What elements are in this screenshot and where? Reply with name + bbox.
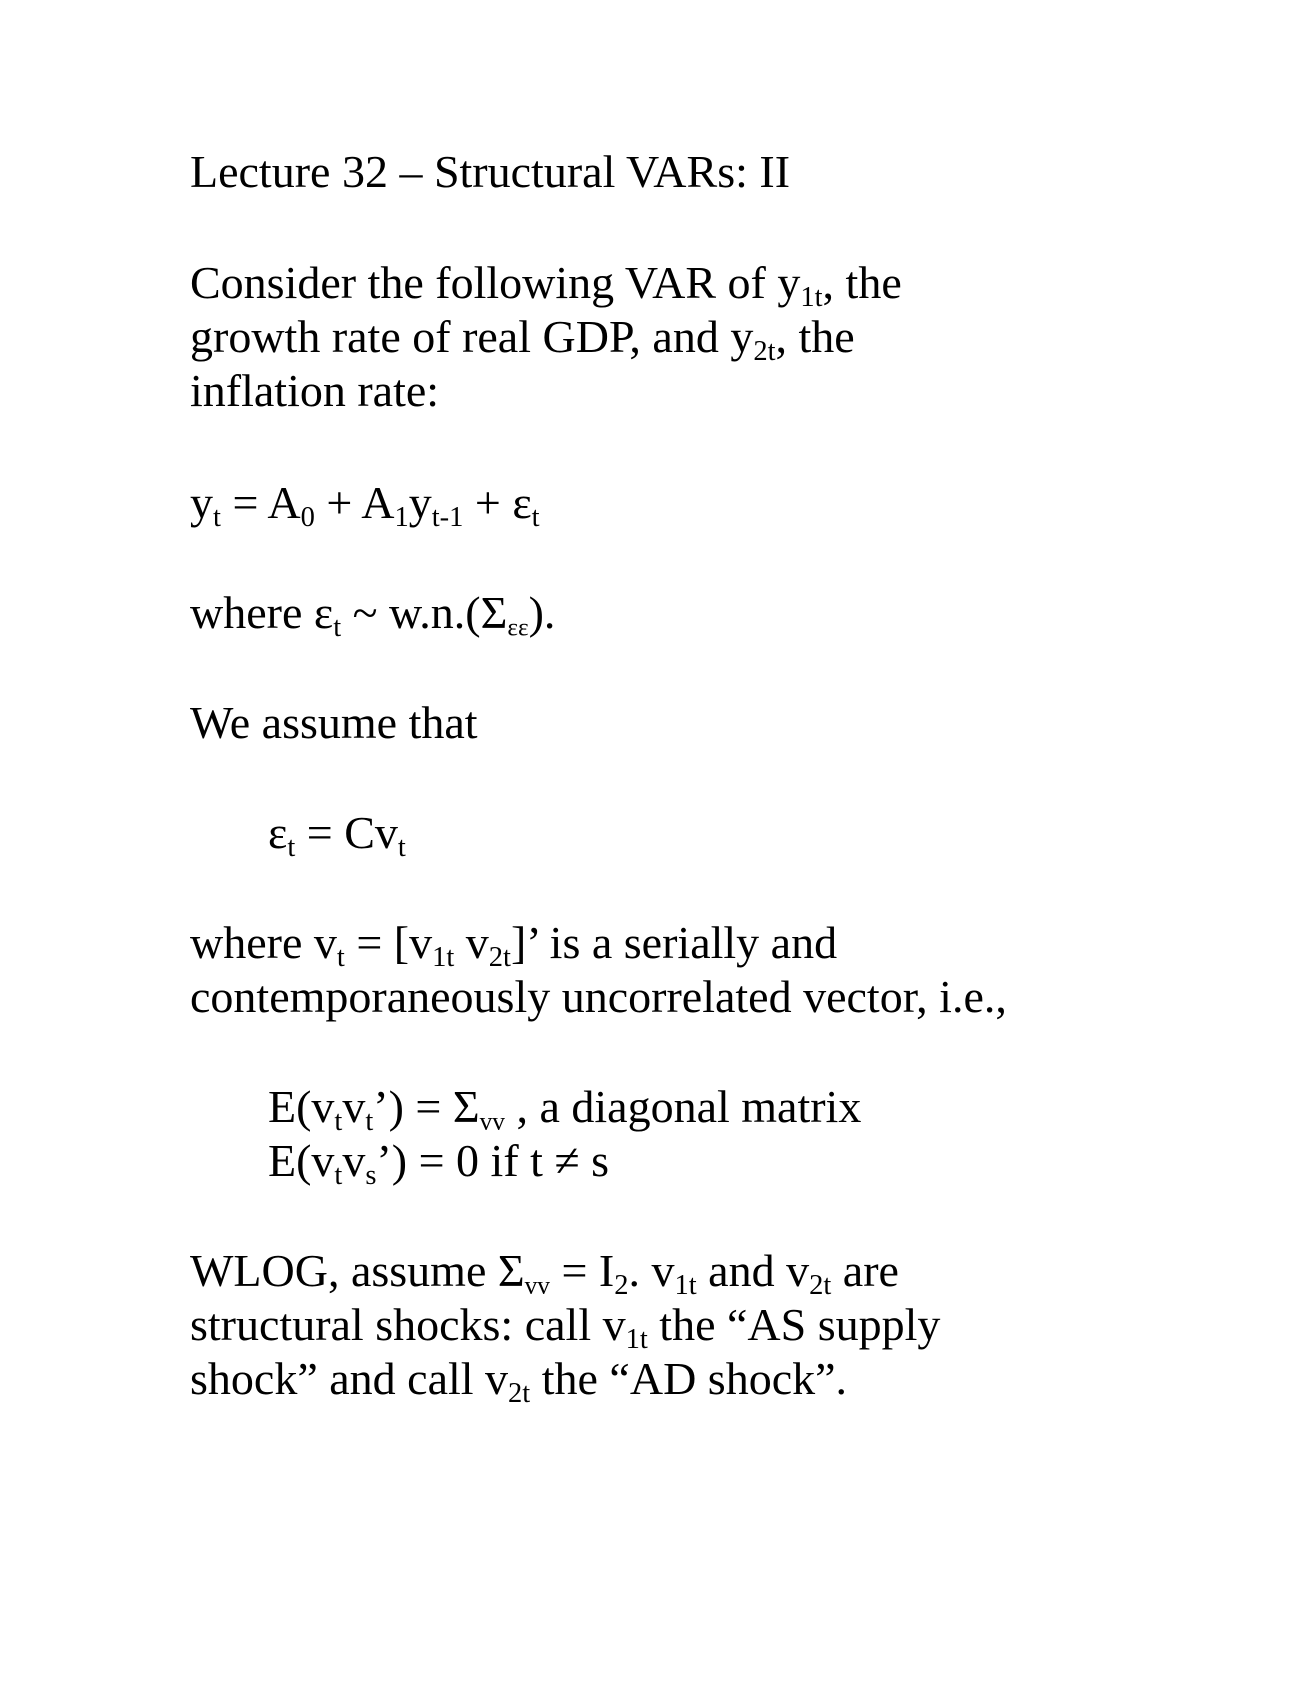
wlog-line-2: structural shocks: call $v_{1t}$ the “AS supply <box>190 1299 941 1355</box>
intro-line-2: growth rate of real GDP, and $y_{2t}$, the <box>190 311 855 367</box>
intro-line-1: Consider the following VAR of $y_{1t}$, the <box>190 257 902 313</box>
shock-vector-line-2: contemporaneously uncorrelated vector, i.e., <box>190 971 1007 1022</box>
structural-equation: $\varepsilon_t = Cv_t$ <box>268 807 406 863</box>
page-title: Lecture 32 – Structural VARs: II <box>190 146 791 197</box>
shock-vector-line-1: where $v_t = [v_{1t}$ $v_{2t}$]’ is a serially and <box>190 917 838 973</box>
assumption-line: We assume that <box>190 697 478 748</box>
wlog-line-3: shock” and call $v_{2t}$ the “AD shock”. <box>190 1353 848 1409</box>
serial-correlation-equation: $E(v_tv_s’) = 0$ if t ≠ s <box>268 1135 610 1191</box>
white-noise-line: where $\varepsilon_t$ ~ $w.n.(\Sigma_{\varepsilon\varepsilon})$. <box>190 587 556 643</box>
intro-line-3: inflation rate: <box>190 365 440 416</box>
var-equation: $y_t = A_0 + A_1y_{t-1} + \varepsilon_t$ <box>190 477 540 533</box>
wlog-line-1: WLOG, assume $\Sigma_{vv} = I_2$. $v_{1t}$ and $v_{2t}$ are <box>190 1245 899 1301</box>
covariance-equation: $E(v_tv_t’) = \Sigma_{vv}$ , a diagonal matrix <box>268 1081 862 1137</box>
